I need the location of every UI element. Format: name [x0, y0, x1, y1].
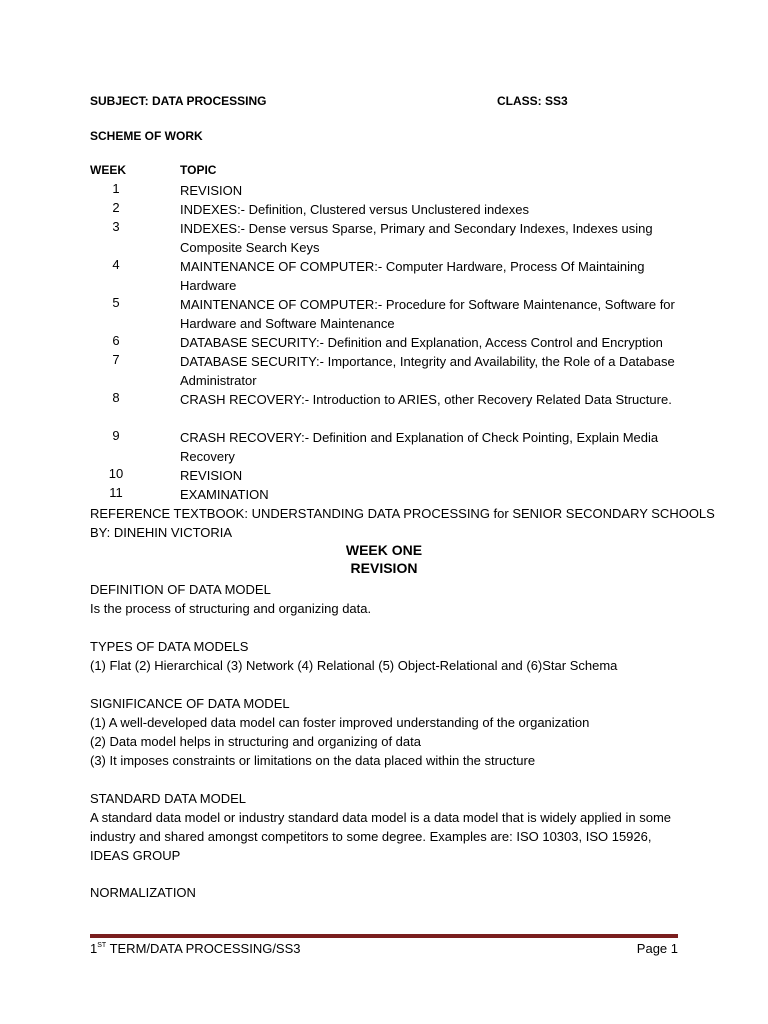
class-heading: CLASS: SS3: [497, 94, 568, 108]
week-topic: DATABASE SECURITY:- Importance, Integrity and Availability, the Role of a Database Administrator: [180, 354, 675, 388]
footer-page-number: Page 1: [636, 941, 678, 956]
reference-author: BY: DINEHIN VICTORIA: [90, 525, 233, 540]
footer-rule: [90, 934, 678, 938]
scheme-heading: SCHEME OF WORK: [90, 129, 203, 143]
topic-column-header: TOPIC: [180, 163, 217, 177]
week-topic: REVISION: [180, 183, 243, 198]
week-topic: MAINTENANCE OF COMPUTER:- Computer Hardware, Process Of Maintaining Hardware: [180, 259, 645, 293]
footer-term-text: TERM/DATA PROCESSING/SS3: [106, 941, 301, 956]
types-heading: TYPES OF DATA MODELS: [90, 639, 249, 654]
normalization-heading: NORMALIZATION: [90, 885, 196, 900]
week-column-header: WEEK: [90, 163, 126, 177]
standard-heading: STANDARD DATA MODEL: [90, 791, 247, 806]
definition-text: Is the process of structuring and organizing data.: [90, 601, 372, 616]
significance-item: (1) A well-developed data model can foster improved understanding of the organization: [90, 715, 590, 730]
week-topic: REVISION: [180, 468, 243, 483]
reference-textbook: REFERENCE TEXTBOOK: UNDERSTANDING DATA PROCESSING for SENIOR SECONDARY SCHOOLS: [90, 506, 715, 521]
footer-term-number: 1: [90, 941, 98, 956]
week-number: 3: [112, 219, 120, 234]
week-number: 8: [112, 390, 120, 405]
week-topic: INDEXES:- Dense versus Sparse, Primary and Secondary Indexes, Indexes using Composite Search Keys: [180, 221, 653, 255]
standard-text: A standard data model or industry standard data model is a data model that is widely applied in some industry and shared amongst competitors to some degree. Examples are: ISO 10303, ISO 15926, IDEAS GROUP: [90, 810, 672, 863]
footer-term-ordinal: ST: [97, 942, 107, 949]
week-number: 6: [112, 333, 120, 348]
week-number: 10: [108, 466, 124, 481]
week-topic: CRASH RECOVERY:- Introduction to ARIES, other Recovery Related Data Structure.: [180, 392, 672, 407]
week-number: 2: [112, 200, 120, 215]
week-topic: DATABASE SECURITY:- Definition and Explanation, Access Control and Encryption: [180, 335, 663, 350]
week-topic: EXAMINATION: [180, 487, 269, 502]
week-number: 4: [112, 257, 120, 272]
week-number: 11: [109, 485, 123, 500]
week-topic: MAINTENANCE OF COMPUTER:- Procedure for Software Maintenance, Software for Hardware and Software Maintenance: [180, 297, 675, 331]
definition-heading: DEFINITION OF DATA MODEL: [90, 582, 271, 597]
subject-heading: SUBJECT: DATA PROCESSING: [90, 94, 267, 108]
footer-term: [90, 941, 301, 956]
week-number: 9: [112, 428, 120, 443]
week-one-title: WEEK ONE: [345, 542, 423, 558]
significance-item: (2) Data model helps in structuring and organizing of data: [90, 734, 421, 749]
week-one-subtitle: REVISION: [350, 560, 418, 576]
significance-heading: SIGNIFICANCE OF DATA MODEL: [90, 696, 290, 711]
week-topic: CRASH RECOVERY:- Definition and Explanation of Check Pointing, Explain Media Recovery: [180, 430, 659, 464]
week-number: 1: [112, 181, 120, 196]
week-number: 7: [112, 352, 120, 367]
week-number: 5: [112, 295, 120, 310]
types-text: (1) Flat (2) Hierarchical (3) Network (4) Relational (5) Object-Relational and (6)Star Schema: [90, 658, 618, 673]
week-topic: INDEXES:- Definition, Clustered versus Unclustered indexes: [180, 202, 529, 217]
significance-item: (3) It imposes constraints or limitations on the data placed within the structure: [90, 753, 536, 768]
